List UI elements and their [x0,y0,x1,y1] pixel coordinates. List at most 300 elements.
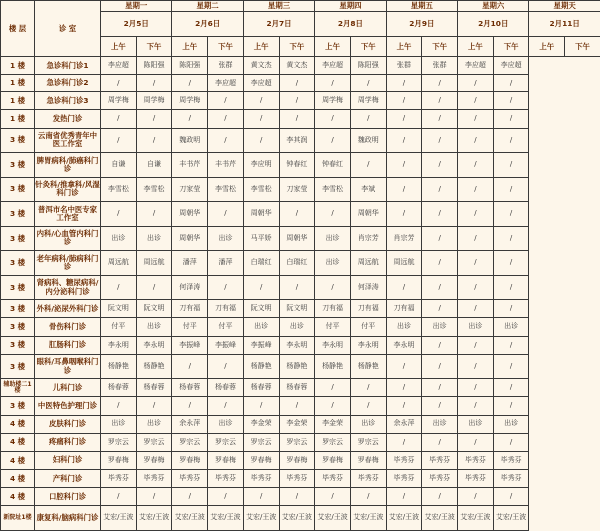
floor-cell: 3 楼 [1,128,35,153]
date-header: 2月8日 [315,12,386,37]
doctor-cell: 罗春梅 [101,451,137,469]
doctor-cell: / [208,275,244,300]
doctor-cell: 罗宗云 [101,433,137,451]
doctor-cell: / [386,202,422,227]
morning-header: 上午 [315,37,351,57]
doctor-cell: / [136,128,172,153]
doctor-cell: / [422,128,458,153]
department-cell: 妇科门诊 [35,451,101,469]
doctor-cell: 自谦 [136,153,172,178]
table-row [1,110,600,128]
doctor-cell: / [493,226,529,251]
table-row [1,336,600,354]
doctor-cell: 艾宏/王波 [279,506,315,531]
doctor-cell: / [243,488,279,506]
doctor-cell: 毕秀芬 [493,470,529,488]
doctor-cell: / [243,110,279,128]
doctor-cell: 何泽涛 [172,275,208,300]
doctor-cell: / [422,177,458,202]
department-cell: 口腔科门诊 [35,488,101,506]
doctor-cell: 阮文明 [136,300,172,318]
doctor-cell: 艾宏/王波 [458,506,494,531]
doctor-cell: / [279,202,315,227]
afternoon-header: 下午 [493,37,529,57]
doctor-cell: / [422,397,458,415]
doctor-cell: / [350,75,386,92]
doctor-cell: 李雪松 [243,177,279,202]
doctor-cell: 李金荣 [279,415,315,433]
doctor-cell: 李永明 [136,336,172,354]
doctor-cell: 毕秀芬 [172,470,208,488]
doctor-cell: 潘萍 [208,251,244,276]
doctor-cell: / [279,488,315,506]
doctor-cell: / [422,336,458,354]
doctor-cell: / [458,354,494,379]
doctor-cell: 肖宗芳 [350,226,386,251]
doctor-cell: / [422,275,458,300]
doctor-cell: 李应超 [458,57,494,75]
doctor-cell: / [458,275,494,300]
floor-cell: 3 楼 [1,226,35,251]
doctor-cell: 出诊 [136,415,172,433]
doctor-cell: / [458,128,494,153]
doctor-cell: 李斌 [350,177,386,202]
doctor-cell: 周远航 [350,251,386,276]
doctor-cell: 罗宗云 [172,433,208,451]
doctor-cell: / [243,275,279,300]
doctor-cell: 罗春梅 [315,451,351,469]
doctor-cell: 李雪松 [136,177,172,202]
doctor-cell: 出诊 [101,226,137,251]
doctor-cell: 潘萍 [172,251,208,276]
doctor-cell: / [243,397,279,415]
doctor-cell: / [172,488,208,506]
doctor-cell: / [243,92,279,110]
doctor-cell: 周朝华 [243,202,279,227]
doctor-cell: 毕秀芬 [493,451,529,469]
doctor-cell: 李永明 [350,336,386,354]
table-row [1,354,600,379]
department-cell: 产科门诊 [35,470,101,488]
doctor-cell: 毕秀芬 [315,470,351,488]
floor-cell: 1 楼 [1,110,35,128]
department-cell: 肾病科、糖尿病科/内分泌科门诊 [35,275,101,300]
doctor-cell: / [136,75,172,92]
doctor-cell: / [386,92,422,110]
doctor-cell: 出诊 [243,318,279,336]
weekday-header: 星期三 [243,1,314,12]
doctor-cell: 罗宗云 [315,433,351,451]
table-row [1,451,600,469]
doctor-cell: 刀家莹 [172,177,208,202]
doctor-cell: 毕秀芬 [136,470,172,488]
doctor-cell: / [422,379,458,397]
doctor-cell: / [422,75,458,92]
doctor-cell: / [386,433,422,451]
doctor-cell: 李永明 [315,336,351,354]
doctor-cell: / [172,110,208,128]
department-cell: 云南省优秀青年中医工作室 [35,128,101,153]
doctor-cell: 出诊 [101,415,137,433]
doctor-cell: / [101,110,137,128]
table-row [1,128,600,153]
doctor-cell: 阮文明 [243,300,279,318]
doctor-cell: 出诊 [208,415,244,433]
doctor-cell: / [493,336,529,354]
doctor-cell: / [350,379,386,397]
doctor-cell: / [422,433,458,451]
department-cell: 急诊科门诊2 [35,75,101,92]
doctor-cell: 艾宏/王波 [422,506,458,531]
doctor-cell: 魏政明 [172,128,208,153]
table-row [1,433,600,451]
morning-header: 上午 [172,37,208,57]
weekday-header: 星期一 [101,1,172,12]
doctor-cell: 黄文杰 [279,57,315,75]
doctor-cell: / [458,153,494,178]
doctor-cell: / [493,488,529,506]
table-row [1,251,600,276]
doctor-cell: 阮文明 [101,300,137,318]
floor-cell: 3 楼 [1,318,35,336]
department-cell: 肛肠科门诊 [35,336,101,354]
doctor-cell: / [315,75,351,92]
doctor-cell: 陈阳强 [172,57,208,75]
doctor-cell: 罗宗云 [350,433,386,451]
doctor-cell: 艾宏/王波 [208,506,244,531]
weekday-header: 星期五 [386,1,457,12]
doctor-cell: 出诊 [458,318,494,336]
doctor-cell: 罗宗云 [243,433,279,451]
doctor-cell: 罗春梅 [350,451,386,469]
morning-header: 上午 [243,37,279,57]
doctor-cell: 李金荣 [243,415,279,433]
doctor-cell: 张群 [422,57,458,75]
floor-cell: 1 楼 [1,92,35,110]
doctor-cell: 艾宏/王波 [386,506,422,531]
table-row [1,226,600,251]
doctor-cell: 周远航 [101,251,137,276]
doctor-cell: / [101,75,137,92]
table-row [1,415,600,433]
doctor-cell: 李永明 [279,336,315,354]
floor-cell: 4 楼 [1,433,35,451]
doctor-cell: / [493,153,529,178]
morning-header: 上午 [529,37,565,57]
doctor-cell: 刀有福 [386,300,422,318]
doctor-cell: 刀家莹 [279,177,315,202]
doctor-cell: 罗春梅 [243,451,279,469]
doctor-cell: 周学梅 [315,92,351,110]
weekday-header: 星期天 [529,1,600,12]
doctor-cell: / [350,488,386,506]
doctor-cell: / [208,128,244,153]
doctor-cell: / [315,488,351,506]
floor-cell: 辅助楼二1楼 [1,379,35,397]
doctor-cell: 付平 [101,318,137,336]
doctor-cell: / [458,75,494,92]
floor-cell: 3 楼 [1,397,35,415]
doctor-cell: 杨静艳 [136,354,172,379]
doctor-cell: 毕秀芬 [386,470,422,488]
doctor-cell: 周学梅 [350,92,386,110]
doctor-cell: 罗春梅 [208,451,244,469]
doctor-cell: 罗宗云 [136,433,172,451]
doctor-cell: 毕秀芬 [350,470,386,488]
doctor-cell: 毕秀芬 [458,470,494,488]
doctor-cell: 丰书芹 [208,153,244,178]
department-cell: 脾胃病科/肺癌科门诊 [35,153,101,178]
doctor-cell: 杨春蓉 [172,379,208,397]
doctor-cell: 自谦 [101,153,137,178]
floor-cell: 3 楼 [1,251,35,276]
doctor-cell: 丰书芹 [172,153,208,178]
doctor-cell: / [422,300,458,318]
doctor-cell: 张群 [386,57,422,75]
doctor-cell: 刀有福 [350,300,386,318]
afternoon-header: 下午 [208,37,244,57]
doctor-cell: 刀有福 [208,300,244,318]
morning-header: 上午 [101,37,137,57]
doctor-cell: 余永萍 [386,415,422,433]
doctor-cell: 杨静艳 [350,354,386,379]
doctor-cell: 周远航 [136,251,172,276]
doctor-cell: / [493,110,529,128]
doctor-cell: 毕秀芬 [279,470,315,488]
table-row [1,506,600,531]
doctor-cell: / [279,275,315,300]
doctor-cell: 付平 [350,318,386,336]
doctor-cell: 白瑞红 [243,251,279,276]
table-row [1,397,600,415]
morning-header: 上午 [458,37,494,57]
doctor-cell: / [493,251,529,276]
table-row [1,92,600,110]
table-row [1,57,600,75]
doctor-cell: / [208,397,244,415]
weekday-header: 星期二 [172,1,243,12]
doctor-cell: / [315,128,351,153]
doctor-cell: 李永明 [386,336,422,354]
doctor-cell: 周学梅 [136,92,172,110]
doctor-cell: 李金荣 [315,415,351,433]
department-cell: 眼科/耳鼻咽喉科门诊 [35,354,101,379]
doctor-cell: / [350,110,386,128]
doctor-cell: 罗春梅 [172,451,208,469]
floor-cell: 4 楼 [1,451,35,469]
doctor-cell: 陈阳强 [350,57,386,75]
doctor-cell: 张群 [208,57,244,75]
doctor-cell: 出诊 [493,318,529,336]
department-cell: 老年病科/肺病科门诊 [35,251,101,276]
doctor-cell: / [458,397,494,415]
doctor-cell: 李应明 [243,153,279,178]
doctor-cell: / [493,275,529,300]
doctor-cell: 罗春梅 [279,451,315,469]
doctor-cell: / [101,202,137,227]
doctor-cell: 杨静艳 [243,354,279,379]
doctor-cell: 毕秀芬 [458,451,494,469]
doctor-cell: / [386,488,422,506]
doctor-cell: 毕秀芬 [422,451,458,469]
department-cell: 疼痛科门诊 [35,433,101,451]
doctor-cell: 付平 [315,318,351,336]
doctor-cell: 周学梅 [172,92,208,110]
floor-header: 楼 层 [1,1,35,57]
doctor-cell: / [101,128,137,153]
doctor-cell: / [458,202,494,227]
date-header: 2月11日 [529,12,600,37]
doctor-cell: 杨春蓉 [243,379,279,397]
doctor-cell: / [350,397,386,415]
doctor-cell: 李振峰 [172,336,208,354]
date-header: 2月9日 [386,12,457,37]
doctor-cell: 艾宏/王波 [315,506,351,531]
doctor-cell: / [493,177,529,202]
doctor-cell: / [386,275,422,300]
doctor-cell: / [315,202,351,227]
doctor-cell: / [493,397,529,415]
doctor-cell: / [386,153,422,178]
doctor-cell: 李应超 [493,57,529,75]
doctor-cell: / [136,397,172,415]
floor-cell: 3 楼 [1,202,35,227]
doctor-cell: / [101,397,137,415]
department-cell: 皮肤科门诊 [35,415,101,433]
doctor-cell: / [386,354,422,379]
doctor-cell: / [422,488,458,506]
doctor-cell: 毕秀芬 [243,470,279,488]
doctor-cell: / [493,300,529,318]
table-row [1,470,600,488]
afternoon-header: 下午 [350,37,386,57]
doctor-cell: / [493,128,529,153]
floor-cell: 1 楼 [1,75,35,92]
doctor-cell: / [172,75,208,92]
floor-cell: 新院址1楼 [1,506,35,531]
doctor-cell: / [458,336,494,354]
date-header: 2月5日 [101,12,172,37]
doctor-cell: / [458,92,494,110]
doctor-cell: 杨春蓉 [208,379,244,397]
doctor-cell: / [279,110,315,128]
table-row [1,488,600,506]
doctor-cell: 黄文杰 [243,57,279,75]
afternoon-header: 下午 [136,37,172,57]
doctor-cell: / [208,354,244,379]
date-header: 2月7日 [243,12,314,37]
doctor-cell: 周学梅 [101,92,137,110]
doctor-cell: 李其润 [279,128,315,153]
table-header [1,1,600,57]
doctor-cell: 出诊 [422,415,458,433]
doctor-cell: 李应超 [208,75,244,92]
doctor-cell: 李振峰 [208,336,244,354]
doctor-cell: 阮文明 [279,300,315,318]
doctor-cell: / [386,75,422,92]
table-row [1,300,600,318]
doctor-cell: 付平 [172,318,208,336]
date-header: 2月10日 [458,12,529,37]
doctor-cell: 艾宏/王波 [136,506,172,531]
doctor-cell: 周朝华 [279,226,315,251]
doctor-cell: 毕秀芬 [208,470,244,488]
doctor-cell: 刀有福 [172,300,208,318]
doctor-cell: / [422,153,458,178]
doctor-cell: / [208,92,244,110]
doctor-cell: 出诊 [136,226,172,251]
department-cell: 外科/泌尿外科门诊 [35,300,101,318]
doctor-cell: / [493,92,529,110]
doctor-cell: 周朝华 [172,226,208,251]
doctor-cell: 出诊 [493,415,529,433]
doctor-cell: 李永明 [101,336,137,354]
floor-cell: 3 楼 [1,354,35,379]
table-body [1,57,600,531]
doctor-cell: 艾宏/王波 [101,506,137,531]
date-header: 2月6日 [172,12,243,37]
doctor-cell: 艾宏/王波 [350,506,386,531]
doctor-cell: / [101,488,137,506]
doctor-cell: / [458,488,494,506]
doctor-cell: 出诊 [136,318,172,336]
doctor-cell: 杨静艳 [101,354,137,379]
weekday-header: 星期四 [315,1,386,12]
department-cell: 儿科门诊 [35,379,101,397]
doctor-cell: / [422,354,458,379]
department-cell: 急诊科门诊3 [35,92,101,110]
doctor-cell: / [208,110,244,128]
doctor-cell: 杨春蓉 [101,379,137,397]
department-cell: 康复科/脑病科门诊 [35,506,101,531]
doctor-cell: / [458,433,494,451]
doctor-cell: / [386,379,422,397]
doctor-cell: 周远航 [386,251,422,276]
doctor-cell: 出诊 [315,251,351,276]
doctor-cell: / [315,397,351,415]
doctor-cell: 李振峰 [243,336,279,354]
floor-cell: 4 楼 [1,488,35,506]
doctor-cell: / [458,251,494,276]
doctor-cell: / [493,433,529,451]
doctor-cell: 杨春蓉 [136,379,172,397]
table-row [1,379,600,397]
table-row [1,202,600,227]
doctor-cell: 出诊 [208,226,244,251]
weekday-header: 星期六 [458,1,529,12]
dept-header: 诊 室 [35,1,101,57]
floor-cell: 4 楼 [1,470,35,488]
floor-cell: 3 楼 [1,275,35,300]
department-cell: 普洱市名中医专家工作室 [35,202,101,227]
doctor-cell: 罗宗云 [279,433,315,451]
floor-cell: 1 楼 [1,57,35,75]
doctor-cell: / [386,177,422,202]
doctor-cell: / [279,92,315,110]
doctor-cell: 魏政明 [350,128,386,153]
doctor-cell: 余永萍 [172,415,208,433]
doctor-cell: 何泽涛 [350,275,386,300]
doctor-cell: 艾宏/王波 [243,506,279,531]
doctor-cell: 白瑞红 [279,251,315,276]
doctor-cell: 艾宏/王波 [493,506,529,531]
morning-header: 上午 [386,37,422,57]
doctor-cell: 罗宗云 [208,433,244,451]
doctor-cell: 周朝华 [350,202,386,227]
doctor-cell: 周朝华 [172,202,208,227]
doctor-cell: / [422,251,458,276]
doctor-cell: 毕秀芬 [101,470,137,488]
